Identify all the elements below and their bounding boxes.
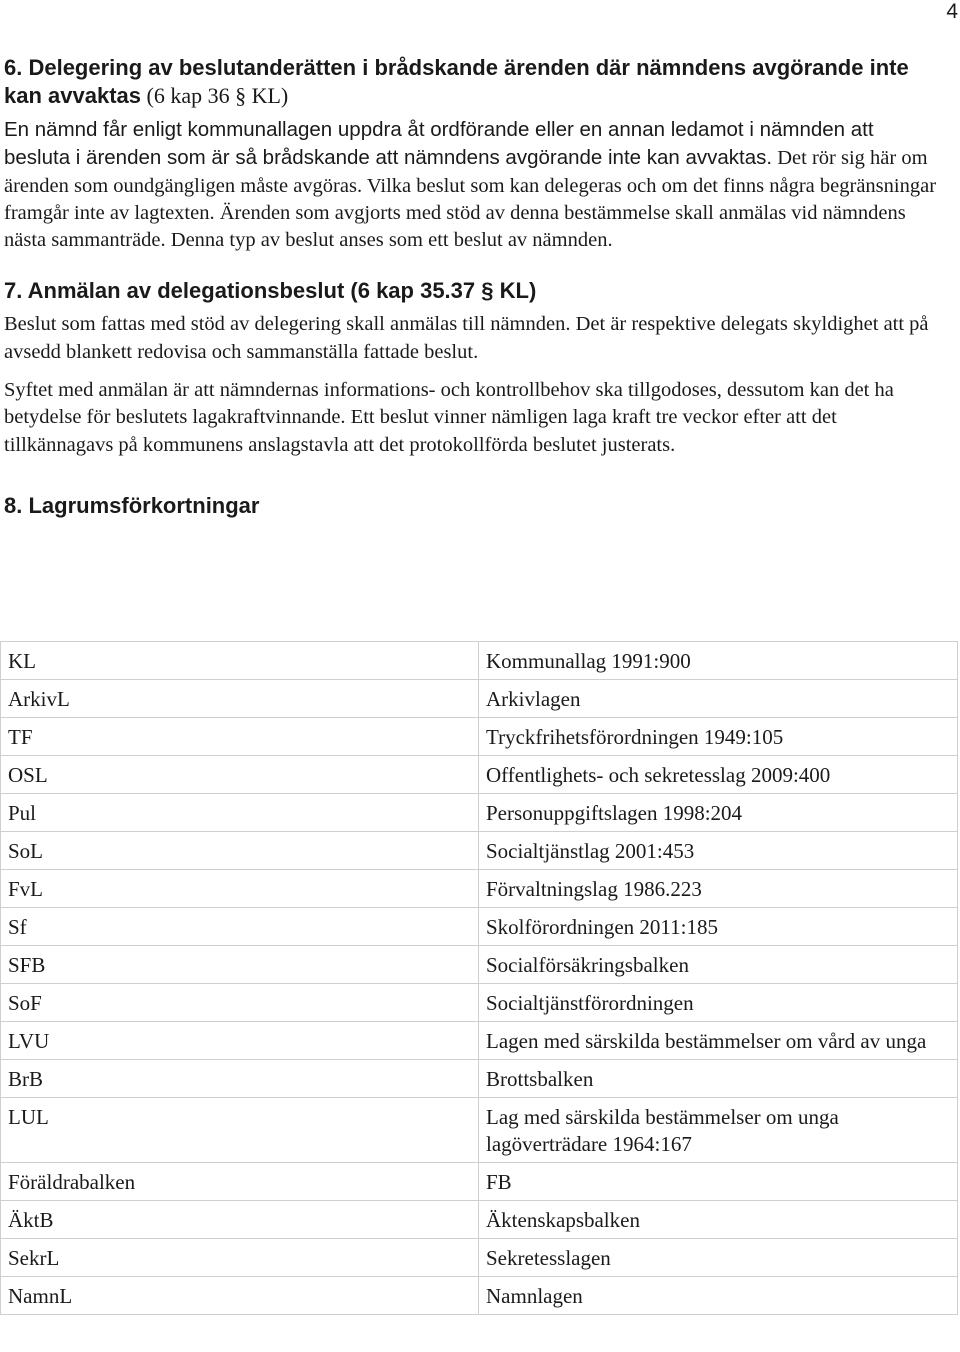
- abbreviation-cell: SoF: [1, 984, 479, 1022]
- abbreviation-cell: LUL: [1, 1098, 479, 1163]
- abbreviation-cell: SoL: [1, 832, 479, 870]
- abbreviation-cell: ÄktB: [1, 1201, 479, 1239]
- table-row: [1, 984, 958, 1022]
- abbreviation-table-body: [1, 642, 958, 1315]
- law-name-cell: Personuppgiftslagen 1998:204: [479, 794, 958, 832]
- abbreviation-cell: KL: [1, 642, 479, 680]
- law-name-cell: Lag med särskilda bestämmelser om unga lagöverträdare 1964:167: [479, 1098, 958, 1163]
- abbreviation-table: [0, 641, 958, 1315]
- document-body: [4, 54, 944, 520]
- table-row: [1, 946, 958, 984]
- table-row: [1, 832, 958, 870]
- law-name-cell: Kommunallag 1991:900: [479, 642, 958, 680]
- abbreviation-cell: BrB: [1, 1060, 479, 1098]
- section-7-heading-title: 7. Anmälan av delegationsbeslut (6 kap 35.37: [4, 278, 482, 304]
- abbreviation-cell: ArkivL: [1, 680, 479, 718]
- section-6-paragraph: [4, 116, 944, 254]
- section-6-text-b: Det rör sig här om ärenden som oundgängligen måste avgöras. Vilka beslut som kan delegeras och om det finns några begränsningar framgår inte av lagtexten. Ärenden som avgjorts med stöd av denna bestämmelse skall anmälas vid nämndens nästa sammanträde. Denna typ av beslut anses som ett beslut av nämnden.: [4, 147, 937, 252]
- table-row: [1, 1060, 958, 1098]
- law-name-cell: Socialtjänstförordningen: [479, 984, 958, 1022]
- table-row: [1, 794, 958, 832]
- abbreviation-cell: LVU: [1, 1022, 479, 1060]
- law-name-cell: Skolförordningen 2011:185: [479, 908, 958, 946]
- section-7-heading-end: KL): [493, 278, 537, 304]
- table-row: [1, 908, 958, 946]
- law-name-cell: Socialförsäkringsbalken: [479, 946, 958, 984]
- table-row: [1, 1201, 958, 1239]
- abbreviation-cell: Pul: [1, 794, 479, 832]
- section-6-heading-title: 6. Delegering av beslutanderätten i brådskande ärenden där nämndens avgörande inte kan avvaktas: [4, 55, 909, 108]
- law-name-cell: Förvaltningslag 1986.223: [479, 870, 958, 908]
- section-8-heading: 8. Lagrumsförkortningar: [4, 492, 260, 518]
- law-name-cell: Lagen med särskilda bestämmelser om vård av unga: [479, 1022, 958, 1060]
- abbreviation-cell: TF: [1, 718, 479, 756]
- law-name-cell: Tryckfrihetsförordningen 1949:105: [479, 718, 958, 756]
- law-name-cell: Offentlighets- och sekretesslag 2009:400: [479, 756, 958, 794]
- law-name-cell: FB: [479, 1163, 958, 1201]
- table-row: [1, 718, 958, 756]
- section-7-heading: [4, 277, 944, 305]
- table-row: [1, 756, 958, 794]
- page-number: 4: [946, 0, 958, 23]
- table-row: [1, 642, 958, 680]
- section-7-paragraph-1: Beslut som fattas med stöd av delegering skall anmälas till nämnden. Det är respektive delegats skyldighet att på avsedd blankett redovisa och sammanställa fattade beslut.: [4, 313, 929, 363]
- table-row: [1, 870, 958, 908]
- table-row: [1, 1163, 958, 1201]
- section-6-text-a: En nämnd får enligt kommunallagen uppdra åt ordförande eller en annan ledamot i nämnden att besluta i ärenden som är så brådskande att nämndens avgörande inte kan avvaktas.: [4, 118, 874, 170]
- abbreviation-cell: OSL: [1, 756, 479, 794]
- section-6-heading-reference: (6 kap 36 § KL): [141, 83, 289, 108]
- law-name-cell: Arkivlagen: [479, 680, 958, 718]
- law-name-cell: Äktenskapsbalken: [479, 1201, 958, 1239]
- abbreviation-cell: SekrL: [1, 1239, 479, 1277]
- law-name-cell: Brottsbalken: [479, 1060, 958, 1098]
- table-row: [1, 1022, 958, 1060]
- abbreviation-cell: NamnL: [1, 1277, 479, 1315]
- table-row: [1, 1277, 958, 1315]
- law-name-cell: Sekretesslagen: [479, 1239, 958, 1277]
- law-name-cell: Namnlagen: [479, 1277, 958, 1315]
- table-row: [1, 1239, 958, 1277]
- section-6-heading: [4, 54, 944, 110]
- abbreviation-cell: SFB: [1, 946, 479, 984]
- table-row: [1, 680, 958, 718]
- section-7-heading-sect: §: [481, 278, 494, 304]
- section-7-paragraph-2: Syftet med anmälan är att nämndernas informations- och kontrollbehov ska tillgodoses, dessutom kan det ha betydelse för beslutets lagakraftvinnande. Ett beslut vinner nämligen laga kraft tre veckor efter att det tillkännagavs på kommunens anslagstavla att det protokollförda beslutet justerats.: [4, 379, 894, 456]
- law-name-cell: Socialtjänstlag 2001:453: [479, 832, 958, 870]
- abbreviation-cell: FvL: [1, 870, 479, 908]
- abbreviation-cell: Föräldrabalken: [1, 1163, 479, 1201]
- abbreviation-cell: Sf: [1, 908, 479, 946]
- table-row: [1, 1098, 958, 1163]
